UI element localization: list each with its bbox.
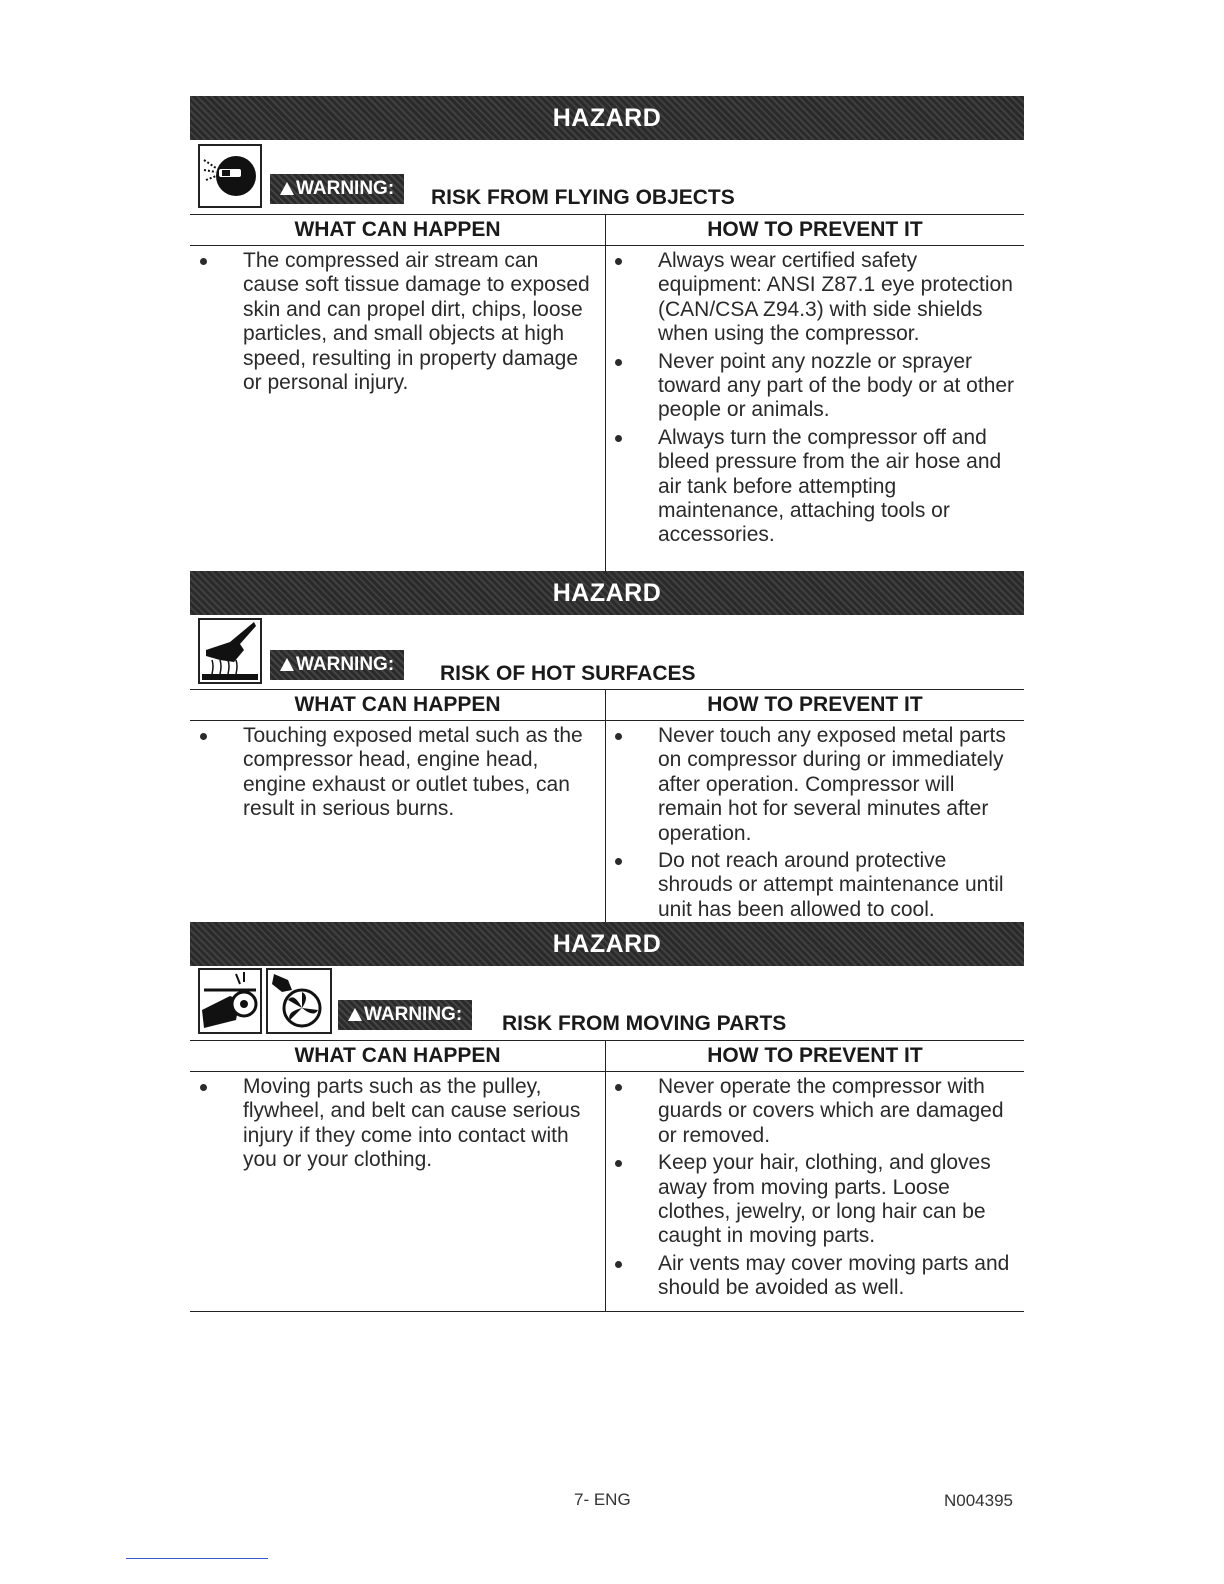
- list-item: Always turn the compressor off and bleed pressure from the air hose and air tank before attempting maintenance, attaching tools or accessories.: [605, 426, 1024, 548]
- list-item: Never touch any exposed metal parts on compressor during or immediately after operation. Compressor will remain hot for several minutes after operation.: [605, 724, 1024, 846]
- list-item: Moving parts such as the pulley, flywheel, and belt can cause serious injury if they come into contact with you or your clothing.: [190, 1075, 600, 1173]
- list-item: The compressed air stream can cause soft tissue damage to exposed skin and can propel dirt, chips, loose particles, and small objects at high speed, resulting in property damage or personal injury.: [190, 249, 600, 395]
- fan-blade-icon: [266, 968, 332, 1034]
- hazard-banner: HAZARD: [190, 571, 1024, 615]
- how-to-prevent-header: HOW TO PREVENT IT: [707, 1044, 923, 1067]
- warning-triangle-icon: [280, 182, 294, 195]
- list-item: Always wear certified safety equipment: ANSI Z87.1 eye protection (CAN/CSA Z94.3) with side shields when using the compressor.: [605, 249, 1024, 347]
- hot-surface-hand-icon: [198, 618, 262, 684]
- what-can-happen-header: WHAT CAN HAPPEN: [294, 1044, 501, 1067]
- how-to-prevent-list: [605, 724, 1024, 925]
- how-to-prevent-header: HOW TO PREVENT IT: [707, 218, 923, 241]
- warning-label: WARNING:: [338, 1000, 472, 1030]
- list-item: Never operate the compressor with guards or covers which are damaged or removed.: [605, 1075, 1024, 1148]
- what-can-happen-list: [190, 724, 600, 825]
- how-to-prevent-list: [605, 249, 1024, 551]
- list-item: Never point any nozzle or sprayer toward any part of the body or at other people or animals.: [605, 350, 1024, 423]
- divider: [190, 1071, 1024, 1072]
- footer-rule: [126, 1558, 268, 1559]
- eye-protection-icon: [198, 144, 262, 208]
- list-item: Do not reach around protective shrouds or attempt maintenance until unit has been allowed to cool.: [605, 849, 1024, 922]
- risk-title: RISK FROM FLYING OBJECTS: [431, 186, 735, 209]
- list-item: Keep your hair, clothing, and gloves away from moving parts. Loose clothes, jewelry, or long hair can be caught in moving parts.: [605, 1151, 1024, 1249]
- what-can-happen-list: [190, 249, 600, 398]
- table-bottom-border: [190, 1311, 1024, 1312]
- list-item: Touching exposed metal such as the compressor head, engine head, engine exhaust or outlet tubes, can result in serious burns.: [190, 724, 600, 822]
- belt-entanglement-icon: [198, 968, 262, 1034]
- what-can-happen-header: WHAT CAN HAPPEN: [294, 218, 501, 241]
- document-code: N004395: [944, 1491, 1014, 1510]
- risk-title: RISK OF HOT SURFACES: [440, 662, 696, 685]
- page-number: 7- ENG: [574, 1490, 631, 1509]
- divider: [190, 245, 1024, 246]
- what-can-happen-header: WHAT CAN HAPPEN: [294, 693, 501, 716]
- list-item: Air vents may cover moving parts and should be avoided as well.: [605, 1252, 1024, 1301]
- hazard-banner: HAZARD: [190, 922, 1024, 966]
- warning-triangle-icon: [280, 658, 294, 671]
- risk-title: RISK FROM MOVING PARTS: [502, 1012, 787, 1035]
- warning-label: WARNING:: [270, 174, 404, 204]
- divider: [190, 720, 1024, 721]
- what-can-happen-list: [190, 1075, 600, 1176]
- hazard-banner: HAZARD: [190, 96, 1024, 140]
- how-to-prevent-list: [605, 1075, 1024, 1304]
- how-to-prevent-header: HOW TO PREVENT IT: [707, 693, 923, 716]
- warning-triangle-icon: [348, 1008, 362, 1021]
- warning-label: WARNING:: [270, 650, 404, 680]
